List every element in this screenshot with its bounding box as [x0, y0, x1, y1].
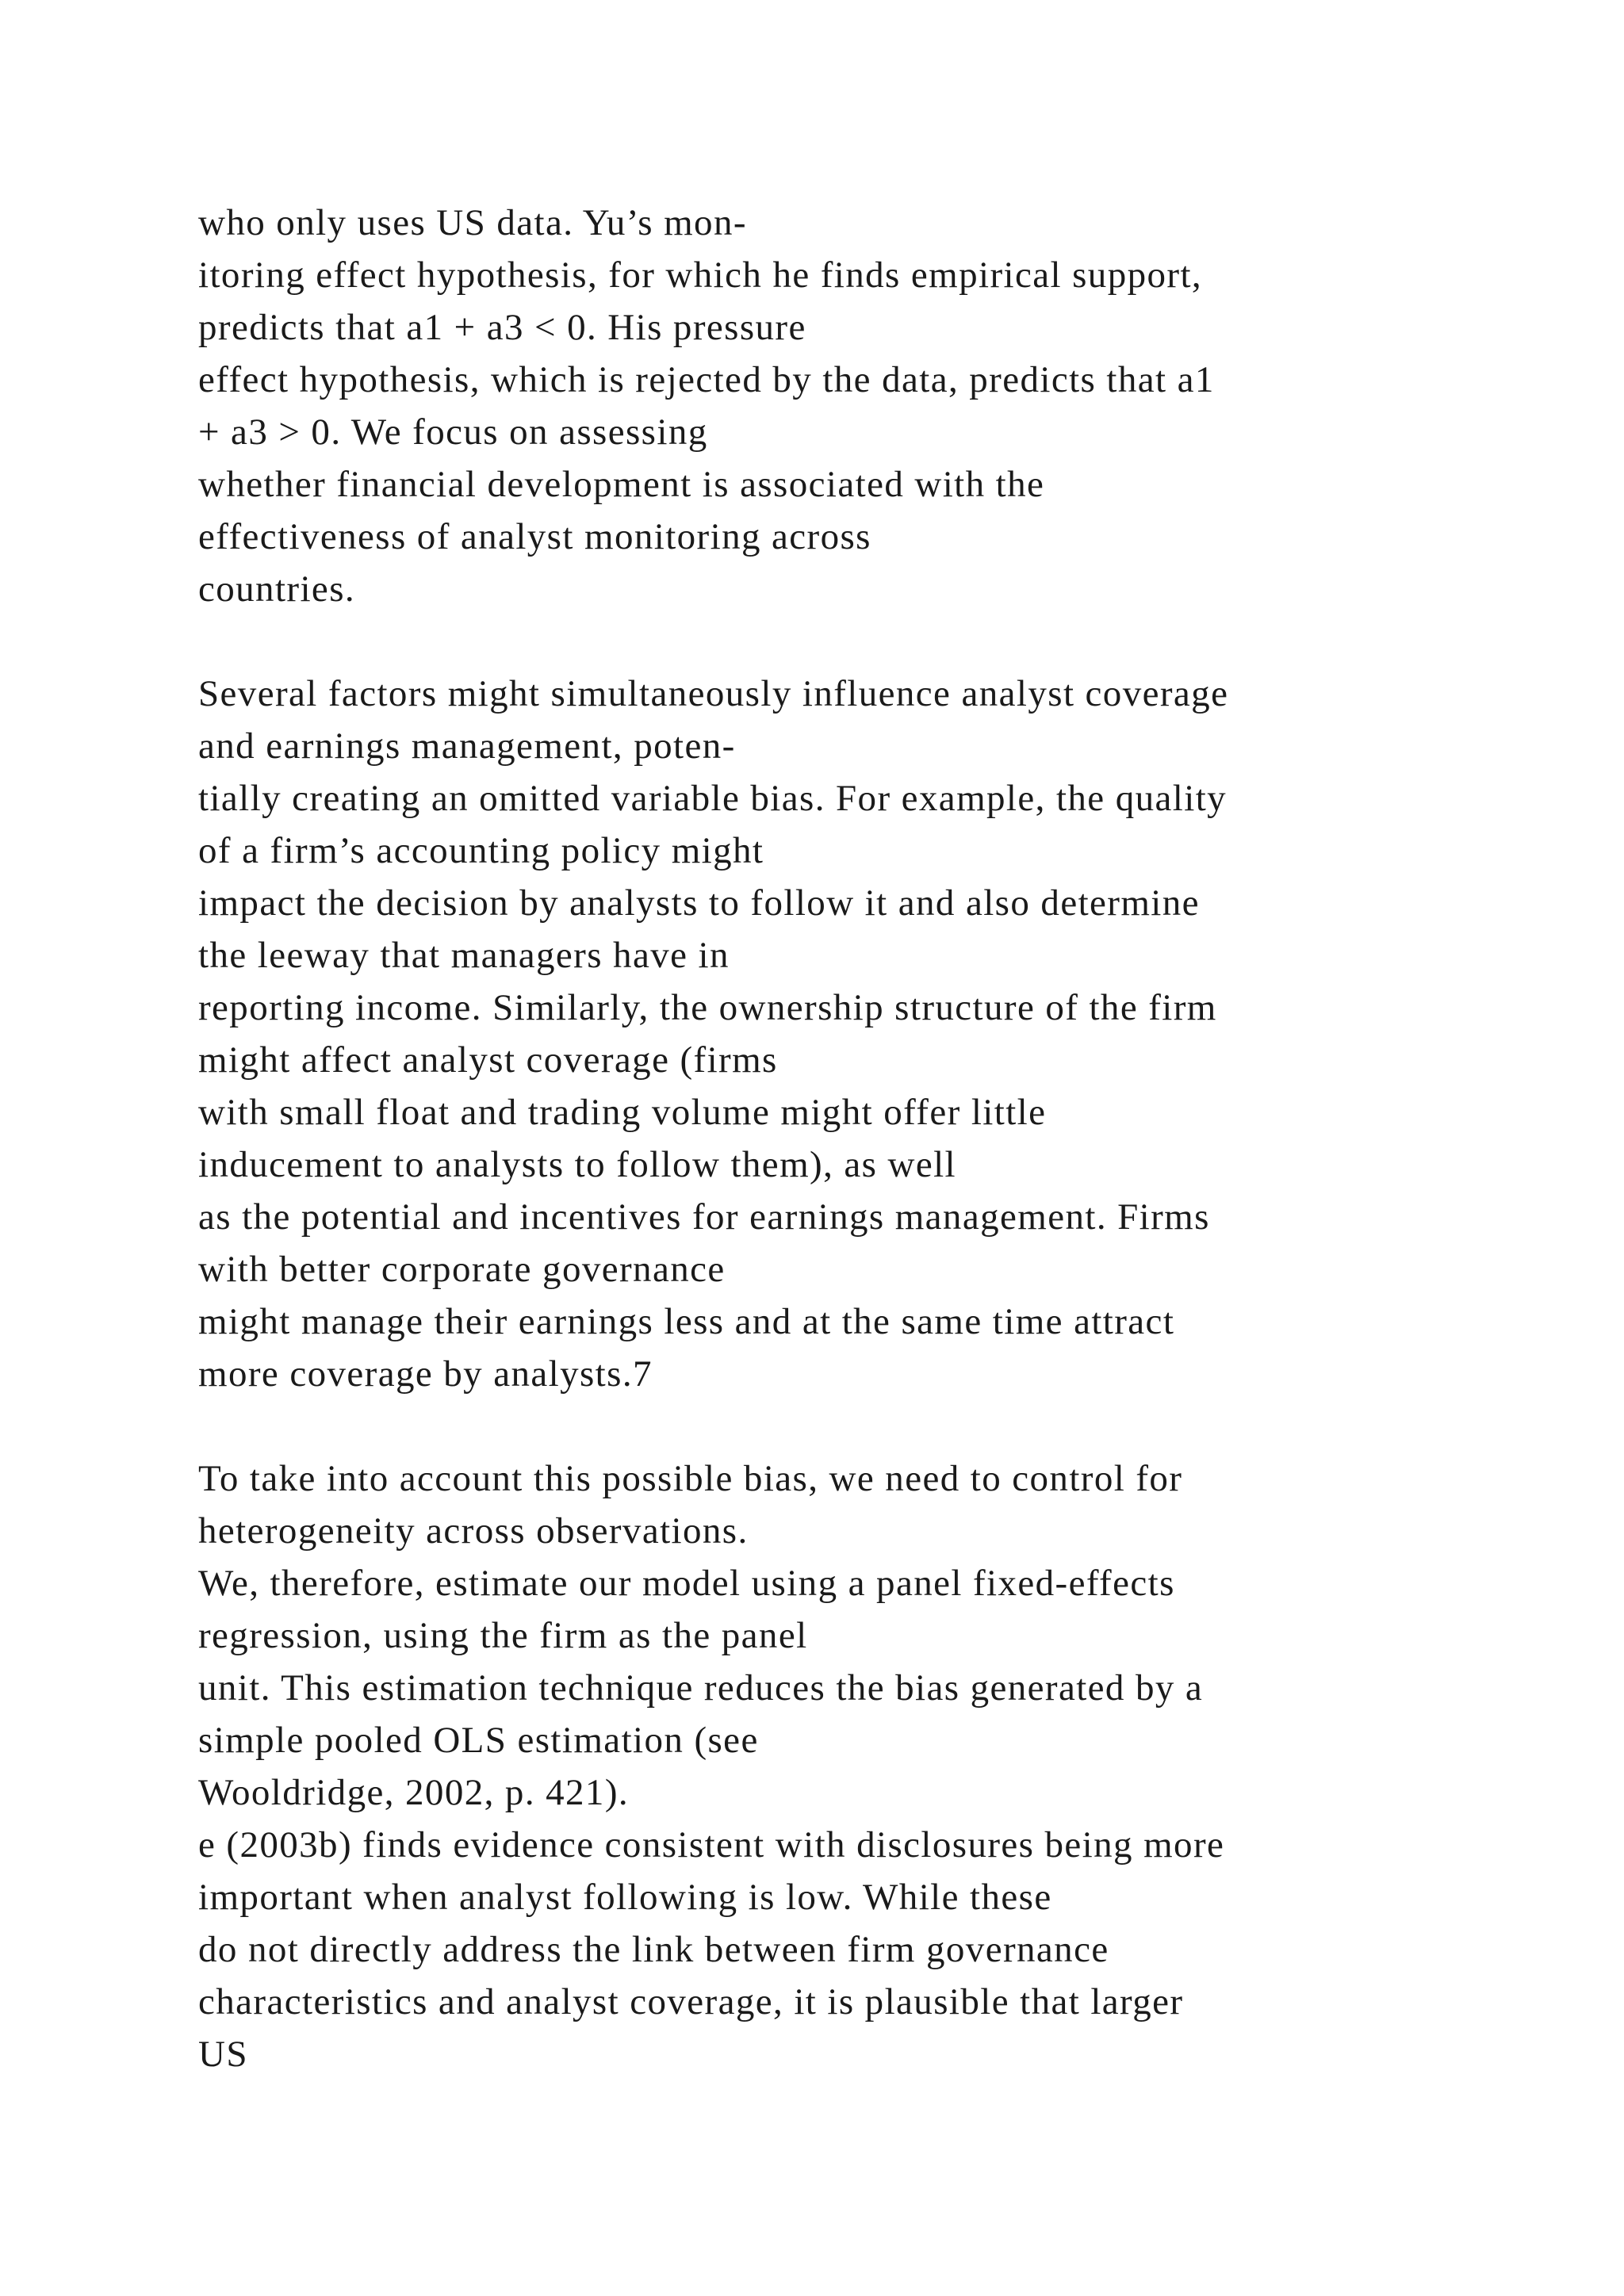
- text-line: Several factors might simultaneously influence analyst coverage: [198, 673, 1229, 714]
- text-line: unit. This estimation technique reduces the bias generated by a: [198, 1667, 1204, 1709]
- paragraph-omitted-variable-bias: [198, 668, 1546, 1400]
- text-line: whether financial development is associated with the: [198, 464, 1045, 505]
- text-line: characteristics and analyst coverage, it is plausible that larger: [198, 1981, 1184, 2022]
- text-line: of a firm’s accounting policy might: [198, 830, 764, 871]
- text-line: who only uses US data. Yu’s mon-: [198, 202, 747, 243]
- text-line: might manage their earnings less and at the same time attract: [198, 1301, 1175, 1342]
- text-line: might affect analyst coverage (firms: [198, 1039, 778, 1081]
- text-line: heterogeneity across observations.: [198, 1510, 749, 1552]
- paragraph-monitoring-effect: [198, 197, 1546, 615]
- text-line: more coverage by analysts.7: [198, 1353, 653, 1395]
- text-line: the leeway that managers have in: [198, 935, 730, 976]
- text-line: itoring effect hypothesis, for which he finds empirical support,: [198, 254, 1203, 296]
- text-line: e (2003b) finds evidence consistent with disclosures being more: [198, 1824, 1225, 1866]
- text-line: tially creating an omitted variable bias. For example, the quality: [198, 778, 1228, 819]
- text-line: impact the decision by analysts to follow it and also determine: [198, 882, 1200, 924]
- text-line: countries.: [198, 568, 356, 610]
- text-line: inducement to analysts to follow them), as well: [198, 1144, 956, 1185]
- text-line: effect hypothesis, which is rejected by the data, predicts that a1: [198, 359, 1215, 400]
- text-line: simple pooled OLS estimation (see: [198, 1720, 759, 1761]
- text-line: with small float and trading volume might offer little: [198, 1092, 1047, 1133]
- text-line: do not directly address the link between firm governance: [198, 1929, 1109, 1970]
- document-body: [198, 197, 1546, 2080]
- text-line: US: [198, 2034, 248, 2075]
- text-line: To take into account this possible bias, we need to control for: [198, 1458, 1183, 1499]
- text-line: We, therefore, estimate our model using a panel fixed-effects: [198, 1563, 1175, 1604]
- text-line: + a3 > 0. We focus on assessing: [198, 411, 708, 453]
- text-line: effectiveness of analyst monitoring across: [198, 516, 871, 557]
- text-line: Wooldridge, 2002, p. 421).: [198, 1772, 630, 1813]
- text-line: with better corporate governance: [198, 1249, 726, 1290]
- text-line: reporting income. Similarly, the ownership structure of the firm: [198, 987, 1217, 1028]
- text-line: important when analyst following is low. While these: [198, 1877, 1052, 1918]
- text-line: regression, using the firm as the panel: [198, 1615, 808, 1656]
- paragraph-fixed-effects: [198, 1452, 1546, 2080]
- text-line: and earnings management, poten-: [198, 725, 736, 767]
- text-line: as the potential and incentives for earnings management. Firms: [198, 1196, 1210, 1238]
- text-line: predicts that a1 + a3 < 0. His pressure: [198, 307, 806, 348]
